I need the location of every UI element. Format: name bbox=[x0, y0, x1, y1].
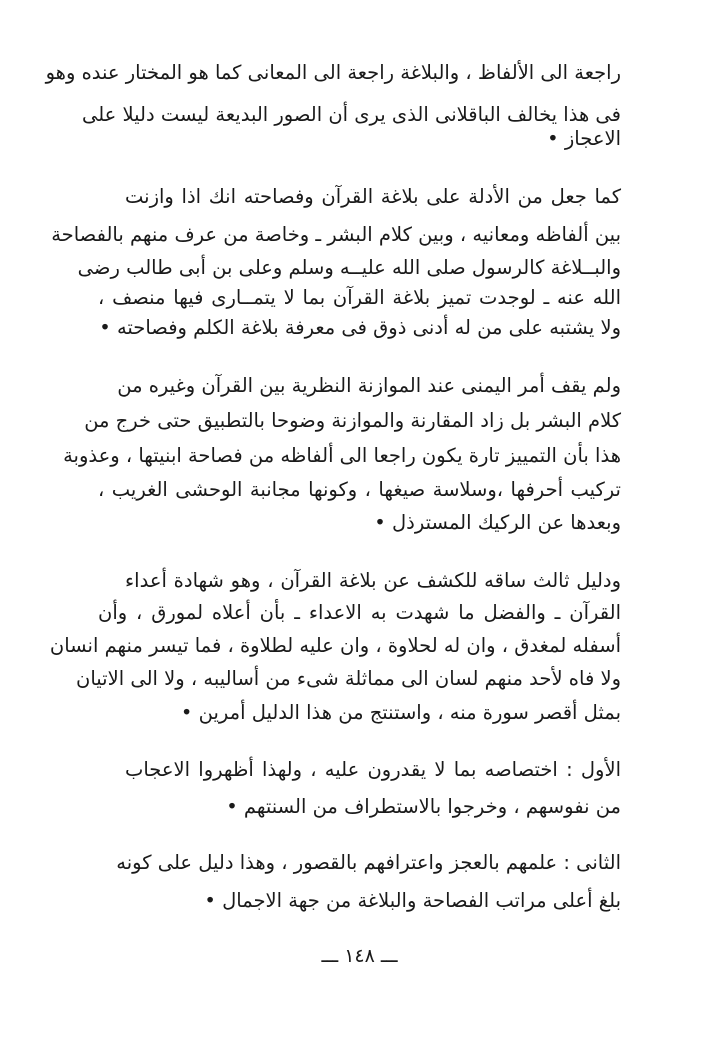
text-line: أسفله لمغدق ، وان له لحلاوة ، وان عليه لطلاوة ، فما تيسر منهم انسان bbox=[49, 634, 621, 657]
text-line: القرآن ـ والفضل ما شهدت به الاعداء ـ بأن أعلاه لمورق ، وأن bbox=[98, 601, 621, 624]
text-line: الله عنه ـ لوجدت تميز بلاغة القرآن بما لا يتمــارى فيها منصف ، bbox=[98, 286, 621, 309]
text-line: فى هذا يخالف الباقلانى الذى يرى أن الصور البديعة ليست دليلا على bbox=[81, 103, 621, 126]
text-line: الثانى : علمهم بالعجز واعترافهم بالقصور ، وهذا دليل على كونه bbox=[116, 851, 621, 874]
text-line: ولم يقف أمر اليمنى عند الموازنة النظرية بين القرآن وغيره من bbox=[117, 374, 621, 397]
text-line: كلام البشر بل زاد المقارنة والموازنة وضوحا بالتطبيق حتى خرج من bbox=[84, 409, 621, 432]
text-line: من نفوسهم ، وخرجوا بالاستطراف من السنتهم • bbox=[226, 795, 621, 818]
text-line: ودليل ثالث ساقه للكشف عن بلاغة القرآن ، وهو شهادة أعداء bbox=[125, 569, 621, 592]
text-line: وبعدها عن الركيك المسترذل • bbox=[374, 511, 621, 534]
text-line: تركيب أحرفها ،وسلاسة صيغها ، وكونها مجانبة الوحشى الغريب ، bbox=[98, 478, 621, 501]
text-line: بلغ أعلى مراتب الفصاحة والبلاغة من جهة الاجمال • bbox=[204, 889, 621, 912]
text-line: الاعجاز • bbox=[547, 127, 621, 150]
text-line: ولا يشتبه على من له أدنى ذوق فى معرفة بلاغة الكلم وفصاحته • bbox=[99, 316, 621, 339]
text-line: الأول : اختصاصه بما لا يقدرون عليه ، ولهذا أظهروا الاعجاب bbox=[125, 758, 621, 781]
text-line: هذا بأن التمييز تارة يكون راجعا الى ألفاظه من فصاحة ابنيتها ، وعذوبة bbox=[63, 444, 621, 467]
text-line: بين ألفاظه ومعانيه ، وبين كلام البشر ـ وخاصة من عرف منهم بالفصاحة bbox=[51, 223, 621, 246]
text-line: كما جعل من الأدلة على بلاغة القرآن وفصاحته انك اذا وازنت bbox=[125, 185, 621, 208]
text-line: راجعة الى الألفاظ ، والبلاغة راجعة الى المعانى كما هو المختار عنده وهو bbox=[45, 61, 621, 84]
text-line: والبــلاغة كالرسول صلى الله عليــه وسلم وعلى بن أبى طالب رضى bbox=[77, 256, 621, 279]
page-number: ـــ ١٤٨ ـــ bbox=[321, 945, 398, 967]
text-line: بمثل أقصر سورة منه ، واستنتج من هذا الدليل أمرين • bbox=[180, 701, 621, 724]
text-line: ولا فاه لأحد منهم لسان الى مماثلة شىء من أساليبه ، ولا الى الاتيان bbox=[76, 667, 621, 690]
